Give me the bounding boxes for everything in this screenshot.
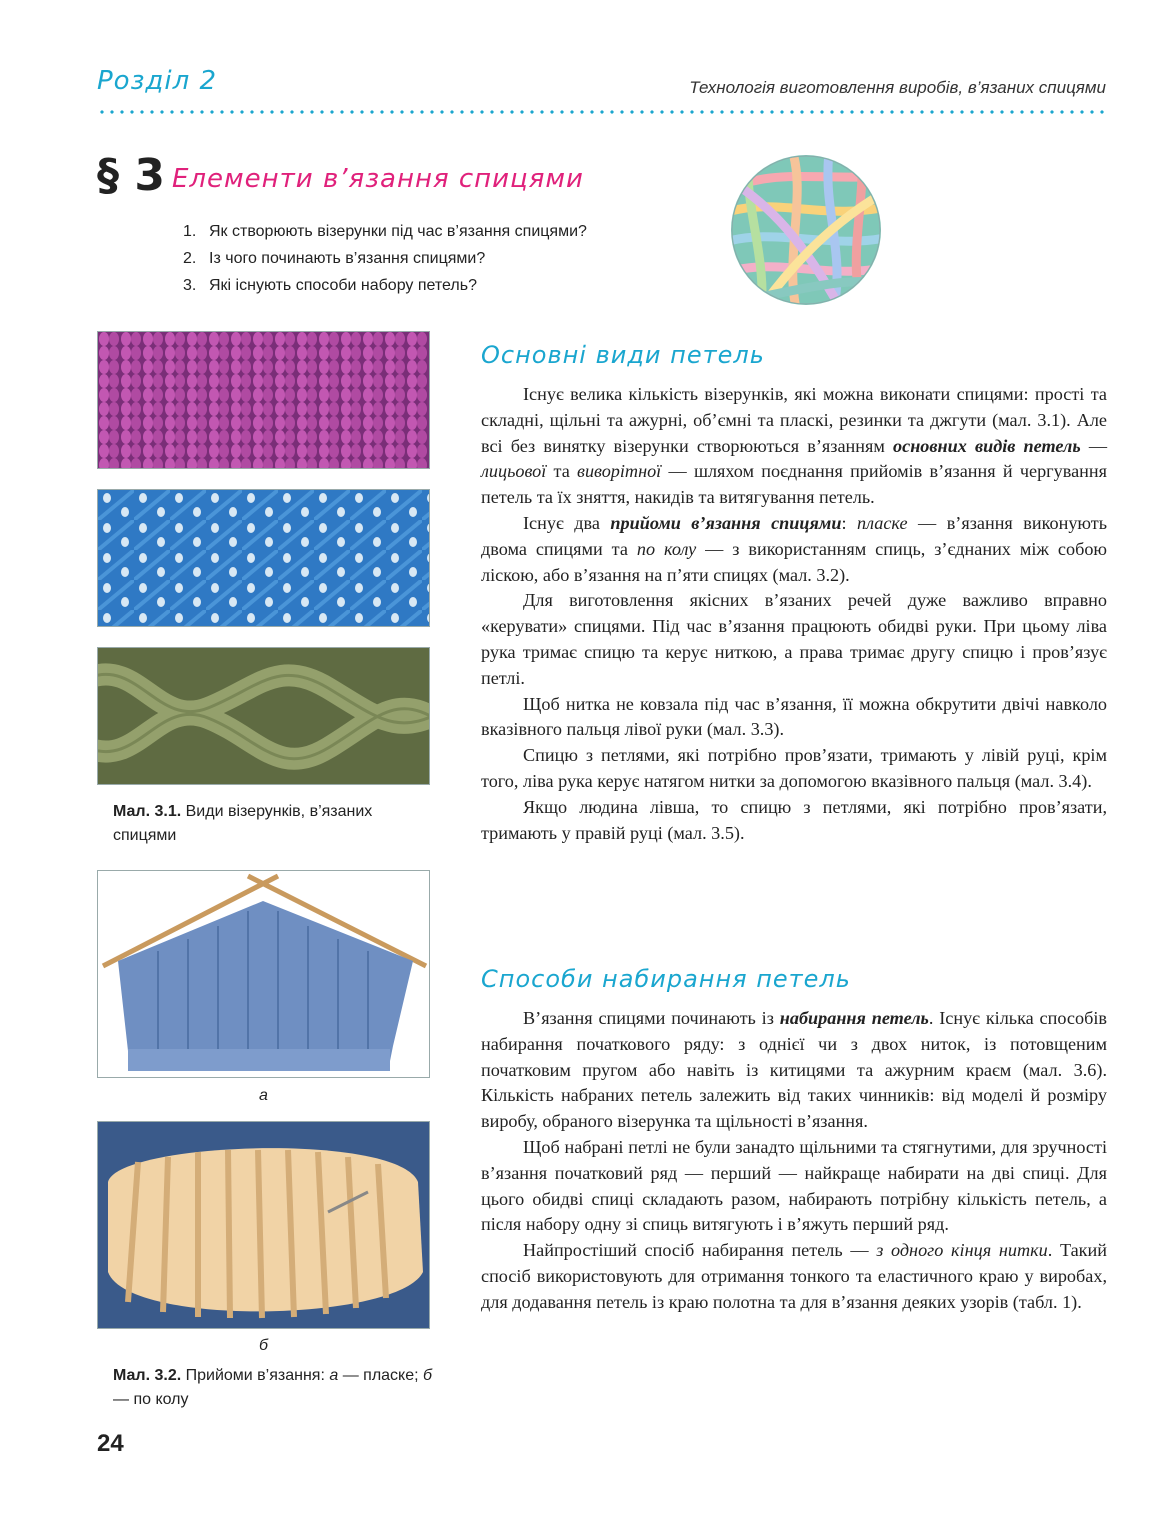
paragraph: Щоб нитка не ковзала під час в’язання, її можна обкрутити двічі навколо вказівного пальця лівої руки (мал. 3.3). [481, 693, 1107, 740]
subsection-2-body [481, 1006, 1107, 1316]
paragraph: Щоб набрані петлі не були занадто щільними та стягнутими, для зручності в’язання початковий ряд — перший — найкраще набирати на дві спиці. Для цього обидві спиці складають разом, набирають потрібну кількість петель, а після набору одну зі спиць витягують і в’яжуть перший ряд. [481, 1136, 1107, 1235]
review-questions [183, 218, 587, 299]
subsection-1-body [481, 382, 1107, 846]
subsection-heading-cast-on-methods: Способи набирання петель [481, 965, 851, 993]
figure-3-1-caption: Мал. 3.1. Види візерунків, в’язаних спицями [113, 803, 373, 844]
paragraph: Спицю з петлями, які потрібно пров’язати, тримають у лівій руці, крім того, ліва рука керує натягом нитки за допомогою вказівного пальця (мал. 3.4). [481, 745, 1107, 791]
running-title: Технологія виготовлення виробів, в’язаних спицями [689, 78, 1106, 97]
figure-letter-b: б [259, 1337, 268, 1354]
purple-rib-swatch-photo [97, 331, 430, 469]
green-cable-swatch-photo [97, 647, 430, 785]
question-item: 2. Із чого починають в’язання спицями? [183, 250, 486, 267]
chapter-label: Розділ 2 [97, 66, 218, 96]
paragraph: Найпростіший спосіб набирання петель — з одного кінця нитки. Такий спосіб використовують для отримання тонкого та еластичного краю у виробах, для додавання петель із краю полотна та для в’язання деяких узорів (табл. 1). [481, 1240, 1107, 1312]
paragraph: Якщо людина лівша, то спицю з петлями, які потрібно пров’язати, тримають у правій руці (мал. 3.5). [481, 796, 1107, 843]
header-divider [97, 110, 1107, 114]
paragraph: Існує велика кількість візерунків, які можна виконати спицями: прості та складні, щільні та ажурні, об’ємні та пласкі, резинки та джгути (мал. 3.1). Але всі без винятку візерунки створюються в’язанням основних видів петель — лицьової та виворітної — шляхом поєднання прийомів в’язання й чергування петель та їх зняття, накидів та витягування петель. [481, 384, 1107, 508]
blue-lace-swatch-photo [97, 489, 430, 627]
page-number: 24 [97, 1430, 124, 1457]
figure-letter-a: а [259, 1087, 268, 1104]
subsection-heading-loop-types: Основні види петель [481, 341, 765, 369]
paragraph: Існує два прийоми в’язання спицями: пласке — в’язання виконують двома спицями та по колу — з використанням спиць, з’єднаних між собою ліскою, або в’язання на п’яти спицях (мал. 3.2). [481, 512, 1108, 585]
circular-knitting-photo [97, 1121, 430, 1329]
flat-knitting-photo [97, 870, 430, 1078]
yarn-ball-illustration [730, 154, 882, 306]
paragraph: В’язання спицями починають із набирання петель. Існує кілька способів набирання початкового ряду: з однієї чи з двох ниток, із потовщеним початковим пругом або навіть із китицями та ажурним краєм (мал. 3.6). Кількість набраних петель залежить від таких чинників: від моделі й розміру виробу, обраного візерунка та щільності в’язання. [481, 1008, 1107, 1132]
section-title: Елементи в’язання спицями [172, 164, 584, 194]
section-number: § 3 [97, 150, 165, 201]
paragraph: Для виготовлення якісних в’язаних речей дуже важливо вправно «керувати» спицями. Під час в’язання працюють обидві руки. При цьому ліва рука тримає спицю та керує ниткою, а права тримає другу спицю і пров’язує петлі. [481, 590, 1107, 688]
question-item: 3. Які існують способи набору петель? [183, 277, 477, 294]
figure-3-2-caption: Мал. 3.2. Прийоми в’язання: а — пласке; б — по колу [113, 1367, 433, 1408]
question-item: 1. Як створюють візерунки під час в’язання спицями? [183, 223, 587, 240]
